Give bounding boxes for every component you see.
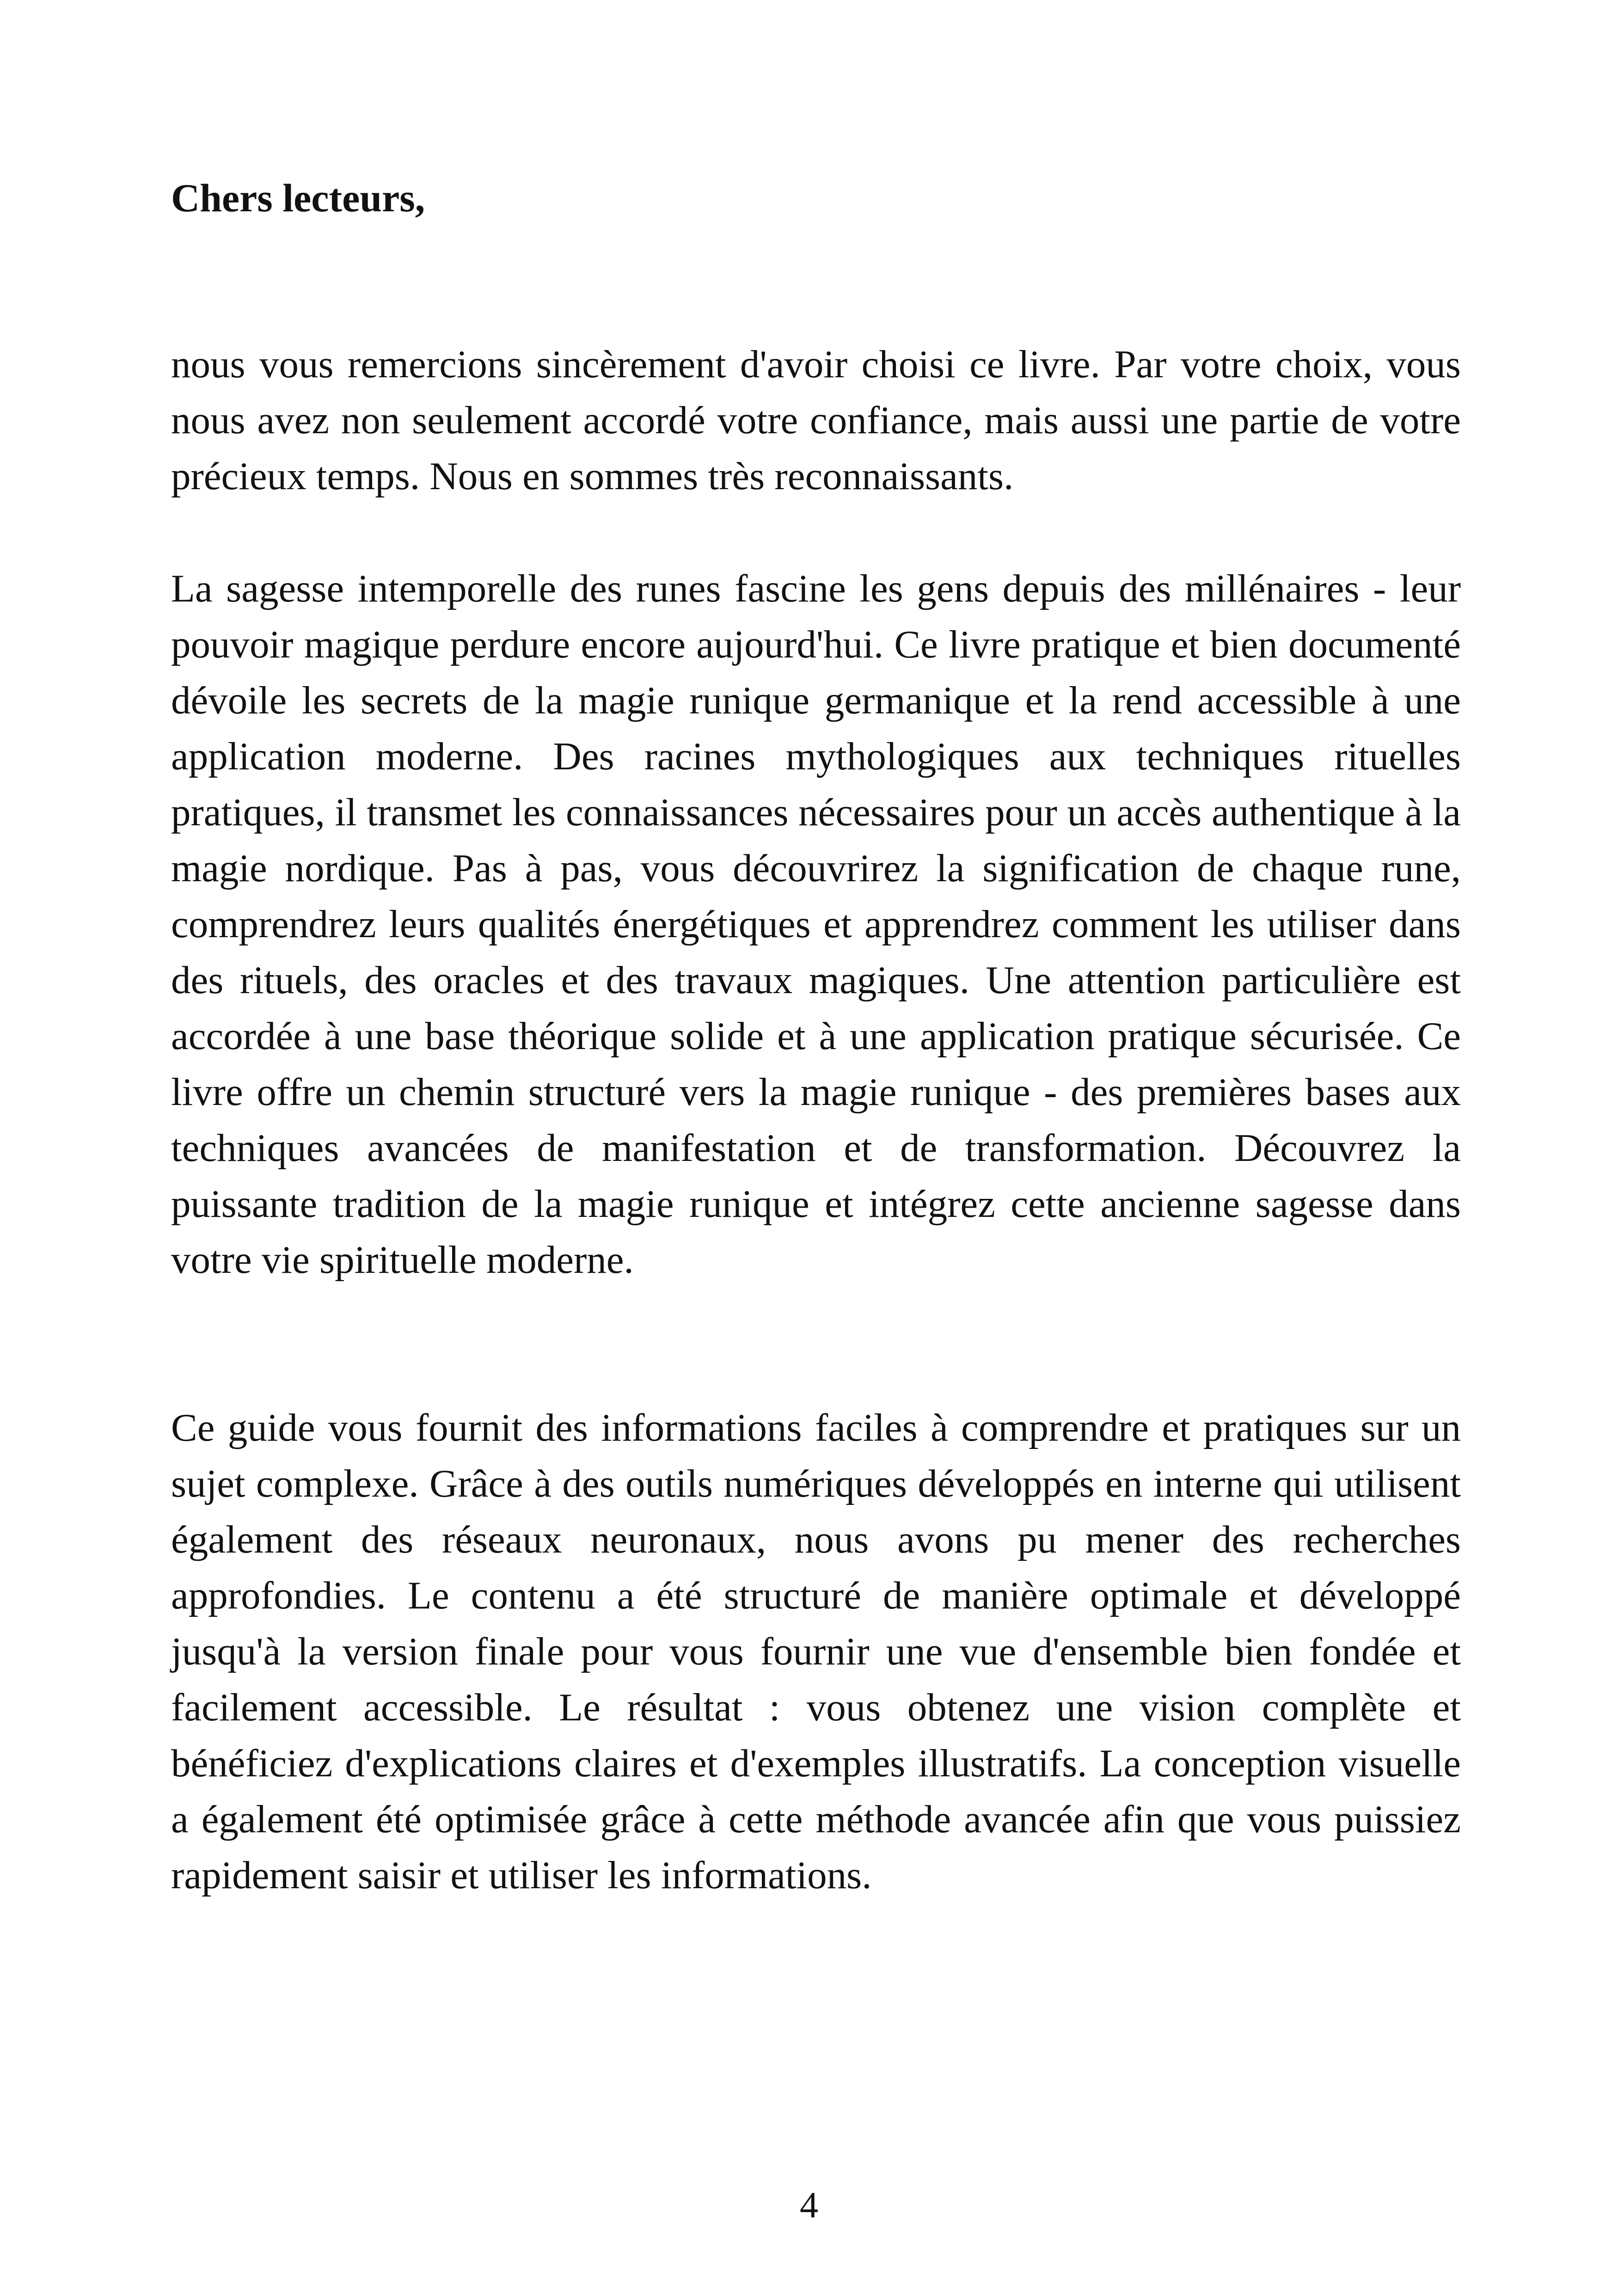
greeting-heading: Chers lecteurs, (171, 176, 425, 220)
paragraph-thanks: nous vous remercions sincèrement d'avoir choisi ce livre. Par votre choix, vous nous avez non seulement accordé votre confiance, mais aussi une partie de votre précieux temps. Nous en sommes très reconnaissants. (171, 343, 1461, 498)
page-number: 4 (800, 2185, 818, 2226)
paragraph-runes: La sagesse intemporelle des runes fascine les gens depuis des millénaires - leur pouvoir magique perdure encore aujourd'hui. Ce livre pratique et bien documenté dévoile les secrets de la magie runique germanique et la rend accessible à une application moderne. Des racines mythologiques aux techniques rituelles pratiques, il transmet les connaissances nécessaires pour un accès authentique à la magie nordique. Pas à pas, vous découvrirez la signification de chaque rune, comprendrez leurs qualités énergétiques et apprendrez comment les utiliser dans des rituels, des oracles et des travaux magiques. Une attention particulière est accordée à une base théorique solide et à une application pratique sécurisée. Ce livre offre un chemin structuré vers la magie runique - des premières bases aux techniques avancées de manifestation et de transformation. Découvrez la puissante tradition de la magie runique et intégrez cette ancienne sagesse dans votre vie spirituelle moderne. (171, 567, 1461, 1282)
paragraph-guide: Ce guide vous fournit des informations faciles à comprendre et pratiques sur un sujet complexe. Grâce à des outils numériques développés en interne qui utilisent également des réseaux neuronaux, nous avons pu mener des recherches approfondies. Le contenu a été structuré de manière optimale et développé jusqu'à la version finale pour vous fournir une vue d'ensemble bien fondée et facilement accessible. Le résultat : vous obtenez une vision complète et bénéficiez d'explications claires et d'exemples illustratifs. La conception visuelle a également été optimisée grâce à cette méthode avancée afin que vous puissiez rapidement saisir et utiliser les informations. (171, 1406, 1461, 1897)
